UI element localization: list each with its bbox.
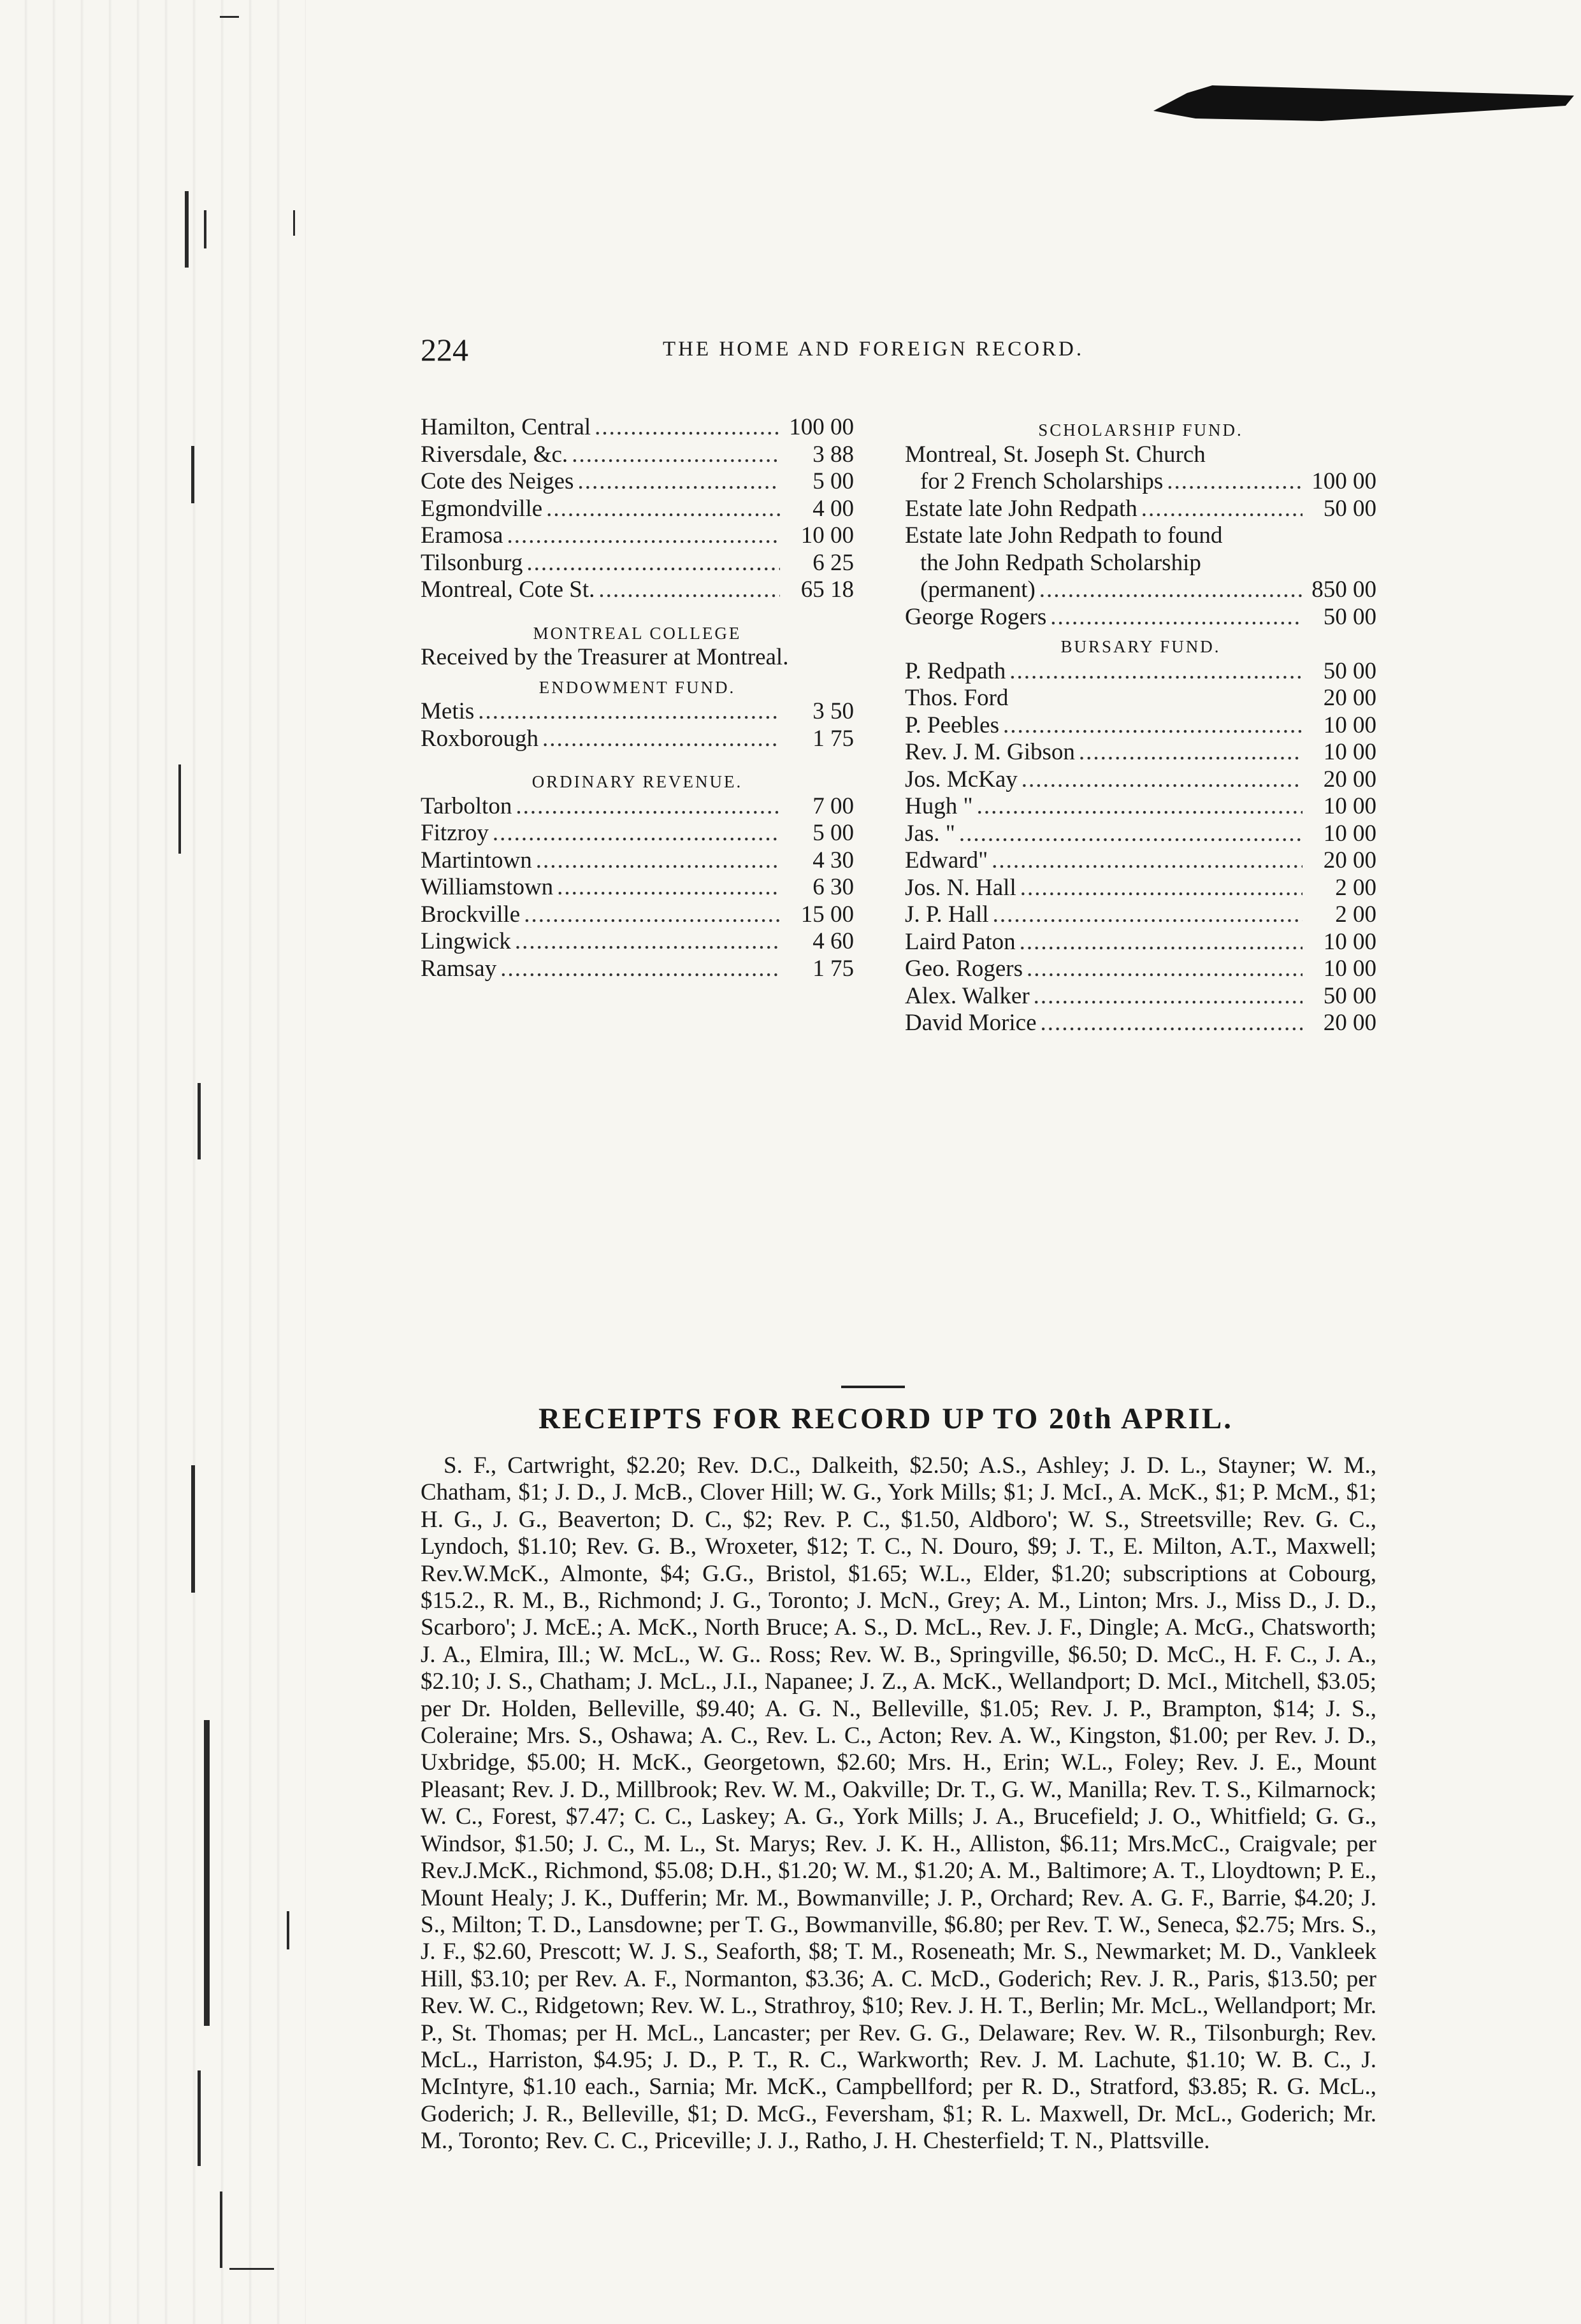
montreal-church-line: Montreal, St. Joseph St. Church — [905, 441, 1206, 468]
receipts-body: S. F., Cartwright, $2.20; Rev. D.C., Dalkeith, $2.50; A.S., Ashley; J. D. L., Stayner; W. M., Chatham, $1; J. D., J. McB., Clover Hill; W. G., York Mills; $1; J. McI., A. McK., $1; P. McM., $1; H. G., J. G., Beaverton; D. C., $2; Rev. P. C., $1.50, Aldboro'; W. S., Streetsville; Rev. G. C., Lyndoch, $1.10; Rev. G. B., Wroxeter, $12; T. C., N. Douro, $9; J. T., E. Milton, A.T., Maxwell; Rev.W.McK., Almonte, $4; G.G., Bristol, $1.65; W.L., Elder, $1.20; subscriptions at Cobourg, $15.2., R. M., B., Richmond; J. G., Toronto; J. McN., Grey; A. M., Linton; Mrs. J., Miss D., J. D., Scarboro'; J. McE.; A. McK., North Bruce; A. S., D. McL., Rev. J. F., Dingle; A. McG., Chatsworth; J. A., Elmira, Ill.; W. McL., W. G.. Ross; Rev. W. B., Springville, $6.50; D. McC., H. F. C., J. A., $2.10; J. S., Chatham; J. McL., J.I., Napanee; J. Z., A. McK., Wellandport; D. McI., Mitchell, $3.05; per Dr. Holden, Belleville, $9.40; A. G. N., Belleville, $1.05; Rev. J. P., Brampton, $14; J. S., Coleraine; Mrs. S., Oshawa; A. C., Rev. L. C., Acton; Rev. A. W., Kingston, $1.00; per Rev. J. D., Uxbridge, $5.00; H. McK., Georgetown, $2.60; Mrs. H., Erin; W.L., Foley; Rev. J. E., Mount Pleasant; Rev. J. D., Millbrook; Rev. W. M., Oakville; Dr. T., G. W., Manilla; Rev. T. S., Kilmarnock; W. C., Forest, $7.47; C. C., Laskey; A. G., York Mills; J. A., Brucefield; J. O., Whitfield; G. G., Windsor, $1.50; J. C., M. L., St. Marys; Rev. J. K. H., Alliston, $6.11; Mrs.McC., Craigvale; per Rev.J.McK., Richmond, $5.08; D.H., $1.20; W. M., $1.20; A. M., Baltimore; A. T., Lloydtown; P. E., Mount Healy; J. K., Dufferin; Mr. M., Bowmanville; J. P., Orchard; Rev. A. G. F., Barrie, $4.20; J. S., Milton; T. D., Lansdowne; per T. G., Bowmanville, $6.80; per Rev. T. W., Seneca, $2.75; Mrs. S., J. F., $2.60, Prescott; W. J. S., Seaforth, $8; T. M., Roseneath; Mr. S., Newmarket; M. D., Vankleek Hill, $3.10; per Rev. A. F., Normanton, $3.36; A. C. McD., Goderich; Rev. J. R., Paris, $13.50; per Rev. W. C., Ridgetown; Rev. W. L., Strathroy, $10; Rev. J. H. T., Berlin; Mr. McL., Wellandport; Mr. P., St. Thomas; per H. McL., Lancaster; per Rev. G. G., Delaware; Rev. W. R., Tilsonburgh; Rev. McL., Harriston, $4.95; J. D., P. T., R. C., Warkworth; Rev. J. M. Lachute, $1.10; W. B. C., J. McIntyre, $1.10 each., Sarnia; Mr. McK., Campbellford; per R. D., Stratford, $3.85; R. G. McL., Goderich; J. R., Belleville, $1; D. McG., Feversham, $1; R. L. Maxwell, Dr. McL., Goderich; Mr. M., Toronto; Rev. C. C., Priceville; J. J., Ratho, J. H. Chesterfield; T. N., Plattsville. — [421, 1452, 1376, 2155]
list-item: P. Peebles ..... 10 00 — [905, 712, 1376, 740]
list-item: George Rogers ..... 50 00 — [905, 604, 1376, 631]
list-item: Estate late John Redpath ..... 50 00 — [905, 496, 1376, 523]
list-item: Geo. Rogers ..... 10 00 — [905, 956, 1376, 983]
list-item: Williamstown ..... 6 30 — [421, 874, 854, 901]
list-item: Ramsay ..... 1 75 — [421, 956, 854, 983]
accounts-columns — [421, 414, 1376, 1370]
montreal-college-heading: MONTREAL COLLEGE — [533, 623, 742, 643]
redpath-found-line: Estate late John Redpath to found — [905, 522, 1223, 549]
list-item: P. Redpath ..... 50 00 — [905, 658, 1376, 685]
list-item: J. P. Hall ..... 2 00 — [905, 901, 1376, 929]
redpath-found-line: the John Redpath Scholarship — [920, 549, 1201, 576]
list-item: Hamilton, Central ..... 100 00 — [421, 414, 854, 441]
ordinary-revenue-heading: ORDINARY REVENUE. — [531, 772, 743, 791]
list-item: Tarbolton ..... 7 00 — [421, 793, 854, 821]
list-item: Fitzroy ..... 5 00 — [421, 820, 854, 847]
right-column — [905, 414, 1376, 1037]
endowment-fund-heading: ENDOWMENT FUND. — [538, 677, 736, 697]
list-item: Thos. Ford 20 00 — [905, 685, 1376, 711]
list-item: Jos. McKay ..... 20 00 — [905, 766, 1376, 794]
document-page — [395, 331, 1376, 2155]
list-item: Brockville ..... 15 00 — [421, 901, 854, 929]
list-item: Lingwick ..... 4 60 — [421, 928, 854, 956]
list-item: Rev. J. M. Gibson ..... 10 00 — [905, 739, 1376, 766]
page-header — [395, 331, 1376, 376]
montreal-college-note: Received by the Treasurer at Montreal. — [421, 644, 789, 670]
list-item: Laird Paton ..... 10 00 — [905, 929, 1376, 956]
list-item: (permanent) ..... 850 00 — [905, 577, 1376, 604]
list-item: Tilsonburg ..... 6 25 — [421, 550, 854, 577]
list-item: David Morice ..... 20 00 — [905, 1010, 1376, 1037]
list-item: Riversdale, &c. ..... 3 88 — [421, 441, 854, 469]
list-item: Eramosa ..... 10 00 — [421, 522, 854, 550]
list-item: Roxborough ..... 1 75 — [421, 726, 854, 753]
page-number: 224 — [421, 332, 468, 368]
list-item: Hugh " ..... 10 00 — [905, 793, 1376, 821]
scan-corner-blot — [1153, 83, 1574, 134]
list-item: Egmondville ..... 4 00 — [421, 496, 854, 523]
list-item: Martintown ..... 4 30 — [421, 847, 854, 875]
list-item: Montreal, Cote St. ..... 65 18 — [421, 577, 854, 604]
receipts-title: RECEIPTS FOR RECORD UP TO 20th APRIL. — [538, 1402, 1233, 1435]
scanned-binding-edge — [0, 0, 306, 2324]
section-divider — [841, 1386, 905, 1388]
list-item: Jos. N. Hall ..... 2 00 — [905, 875, 1376, 902]
running-title: THE HOME AND FOREIGN RECORD. — [663, 338, 1085, 361]
bursary-fund-heading: BURSARY FUND. — [1060, 637, 1221, 656]
list-item: Metis ..... 3 50 — [421, 698, 854, 726]
list-item: Edward" ..... 20 00 — [905, 847, 1376, 875]
scholarship-fund-heading: SCHOLARSHIP FUND. — [1038, 420, 1243, 440]
list-item: for 2 French Scholarships ..... 100 00 — [905, 468, 1376, 496]
list-item: Cote des Neiges ..... 5 00 — [421, 468, 854, 496]
list-item: Alex. Walker ..... 50 00 — [905, 983, 1376, 1010]
left-column — [421, 414, 854, 982]
list-item: Jas. " ..... 10 00 — [905, 821, 1376, 848]
